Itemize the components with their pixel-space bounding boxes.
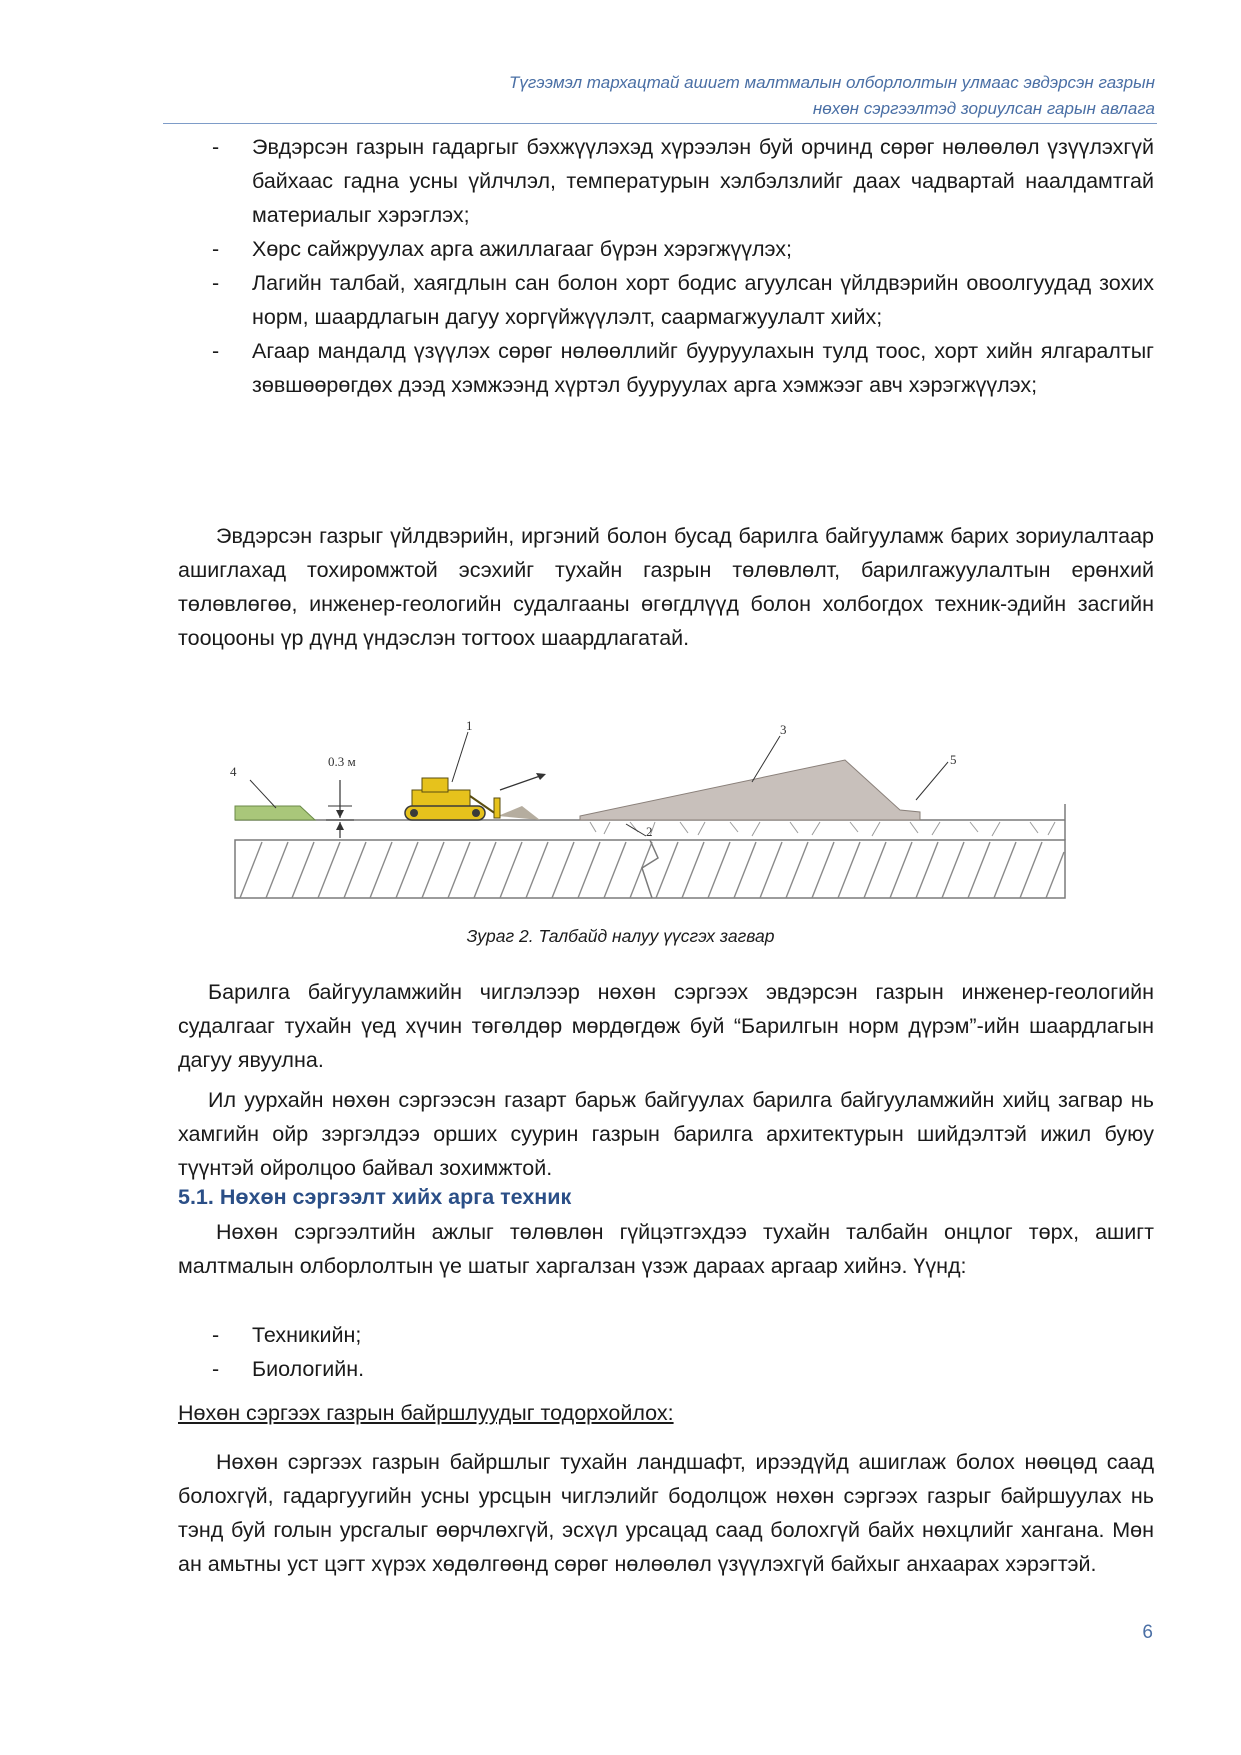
- bullet-dash: -: [212, 237, 220, 261]
- bullet-dash: -: [212, 339, 220, 363]
- paragraph-engineering-survey: Барилга байгууламжийн чиглэлээр нөхөн сэргээх эвдэрсэн газрын инженер-геологийн судалгааг тухайн үед хүчин төгөлдөр мөрдөгдөж буй “Барилгын норм дүрэм”-ийн шаардлагын дагуу явуулна.: [178, 980, 1154, 1072]
- subheading-locations: Нөхөн сэргээх газрын байршлуудыг тодорхойлох:: [178, 1401, 674, 1425]
- list-item-text: Биологийн.: [252, 1357, 365, 1381]
- list-item: [178, 1318, 1154, 1352]
- bullet-dash: -: [212, 271, 220, 295]
- topsoil-strip: [235, 806, 315, 820]
- paragraph-construction-design: Ил уурхайн нөхөн сэргээсэн газарт барьж байгуулах барилга байгууламжийн хийц загвар нь хамгийн ойр зэргэлдээ орших суурин газрын барилга архитектурын шийдэлтэй ижил буюу түүнтэй ойролцоо байвал зохимжтой.: [178, 1088, 1154, 1180]
- depth-label: 0.3 м: [328, 754, 356, 769]
- running-header: [160, 70, 1155, 122]
- label-1: 1: [466, 718, 473, 733]
- list-item: [178, 130, 1154, 232]
- list-item-text: Хөрс сайжруулах арга ажиллагааг бүрэн хэрэгжүүлэх;: [252, 237, 792, 261]
- bullet-dash: -: [212, 135, 220, 159]
- soil-mound: [580, 760, 920, 820]
- header-divider: [163, 123, 1157, 124]
- bullet-dash: -: [212, 1357, 220, 1381]
- label-3: 3: [780, 722, 787, 737]
- header-line-2: нөхөн сэргээлтэд зориулсан гарын авлага: [812, 99, 1155, 118]
- list-item: [178, 334, 1154, 402]
- requirements-list: [178, 130, 1154, 402]
- methods-list: [178, 1318, 1154, 1386]
- label-2: 2: [646, 824, 653, 839]
- list-item-text: Эвдэрсэн газрын гадаргыг бэхжүүлэхэд хүрээлэн буй орчинд сөрөг нөлөөлөл үзүүлэхгүй байхаас гадна усны үйлчлэл, температурын хэлбэлзлийг даах чадвартай наалдамтгай материалыг хэрэглэх;: [252, 135, 1154, 227]
- paragraph-land-use: Эвдэрсэн газрыг үйлдвэрийн, иргэний болон бусад барилга байгууламж барих зориулалтаар ашиглахад тохиромжтой эсэхийг тухайн газрын төлөвлөлт, барилгажуулалтын ерөнхий төлөвлөгөө, инженер-геологийн судалгааны өгөгдлүүд болон холбогдох техник-эдийн засгийн тооцооны үр дүнд үндэслэн тогтоох шаардлагатай.: [178, 524, 1154, 650]
- slope-forming-diagram: [200, 718, 1080, 908]
- list-item-text: Лагийн талбай, хаягдлын сан болон хорт бодис агуулсан үйлдвэрийн овоолгуудад зохих норм, шаардлагын дагуу хоргүйжүүлэлт, саармагжуулалт хийх;: [252, 271, 1154, 329]
- figure-caption: Зураг 2. Талбайд налуу үүсгэх загвар: [466, 926, 775, 946]
- page-number: 6: [1142, 1622, 1153, 1643]
- paragraph-location-criteria: Нөхөн сэргээх газрын байршлыг тухайн ландшафт, ирээдүйд ашиглаж болох нөөцөд саад болохгүй, гадаргуугийн усны урсцын чиглэлийг бодолцож нөхөн сэргээх газрыг байршуулах нь тэнд буй голын урсгалыг өөрчлөхгүй, эсхүл урсацад саад болохгүй байх нөхцлийг хангана. Мөн ан амьтны уст цэгт хүрэх хөдөлгөөнд сөрөг нөлөөлөл үзүүлэхгүй байхыг анхаарах хэрэгтэй.: [178, 1450, 1154, 1576]
- list-item: [178, 232, 1154, 266]
- direction-arrow: [500, 776, 540, 790]
- bullet-dash: -: [212, 1323, 220, 1347]
- section-heading: 5.1. Нөхөн сэргээлт хийх арга техник: [178, 1185, 572, 1209]
- bulldozer-icon: [405, 778, 540, 820]
- disturbed-surface-texture: [590, 822, 1055, 836]
- header-line-1: Түгээмэл тархацтай ашигт малтмалын олборлолтын улмаас эвдэрсэн газрын: [509, 73, 1155, 92]
- label-5: 5: [950, 752, 957, 767]
- label-4: 4: [230, 764, 237, 779]
- list-item-text: Техникийн;: [252, 1323, 362, 1347]
- paragraph-methods-intro: Нөхөн сэргээлтийн ажлыг төлөвлөн гүйцэтгэхдээ тухайн талбайн онцлог төрх, ашигт малтмалын олборлолтын үе шатыг харгалзан үзэж дараах аргаар хийнэ. Үүнд:: [178, 1220, 1154, 1278]
- list-item: [178, 1352, 1154, 1386]
- list-item-text: Агаар мандалд үзүүлэх сөрөг нөлөөллийг бууруулахын тулд тоос, хорт хийн ялгаралтыг зөвшөөрөгдөх дээд хэмжээнд хүртэл бууруулах арга хэмжээг авч хэрэгжүүлэх;: [252, 339, 1154, 397]
- list-item: [178, 266, 1154, 334]
